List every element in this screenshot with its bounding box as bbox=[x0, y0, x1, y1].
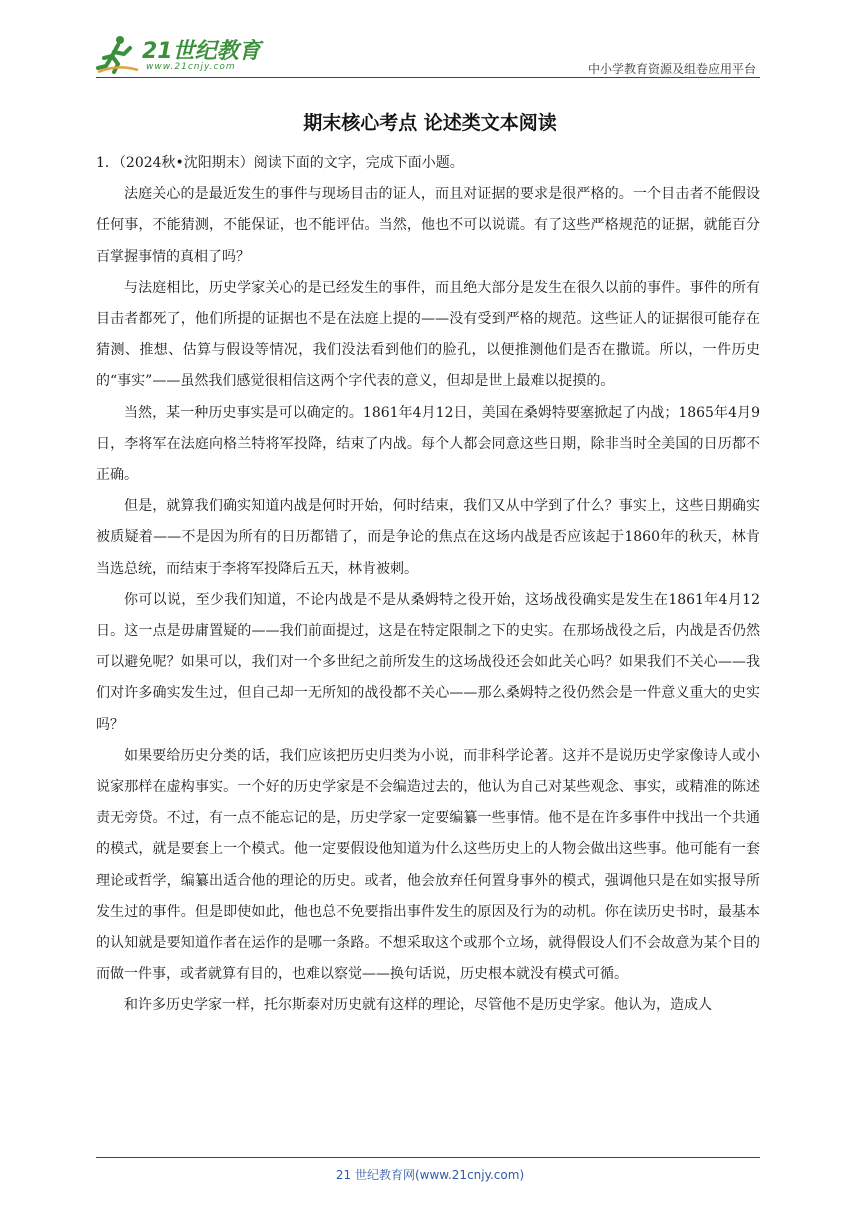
paragraph: 法庭关心的是最近发生的事件与现场目击的证人，而且对证据的要求是很严格的。一个目击者不能假设任何事，不能猜测，不能保证，也不能评估。当然，他也不可以说谎。有了这些严格规范的证据，就能百分百掌握事情的真相了吗？ bbox=[96, 186, 760, 265]
page-header bbox=[96, 30, 760, 78]
logo bbox=[96, 30, 266, 78]
footer-divider bbox=[96, 1157, 760, 1158]
footer-link[interactable]: 21 世纪教育网(www.21cnjy.com) bbox=[335, 1168, 525, 1182]
question-text: （2024秋•沈阳期末）阅读下面的文字，完成下面小题。 bbox=[118, 155, 464, 171]
header-divider bbox=[96, 77, 760, 78]
paragraph: 和许多历史学家一样，托尔斯泰对历史就有这样的理论，尽管他不是历史学家。他认为，造成人 bbox=[124, 997, 712, 1014]
page-title: 期末核心考点 论述类文本阅读 bbox=[303, 112, 557, 134]
runner-logo-icon bbox=[96, 34, 140, 74]
paragraph: 但是，就算我们确实知道内战是何时开始，何时结束，我们又从中学到了什么？事实上，这些日期确实被质疑着——不是因为所有的日历都错了，而是争论的焦点在这场内战是否应该起于1860年的秋天，林肯当选总统，而结束于李将军投降后五天，林肯被刺。 bbox=[96, 498, 760, 577]
question-number: 1． bbox=[96, 155, 119, 171]
platform-name: 中小学教育资源及组卷应用平台 bbox=[587, 62, 756, 76]
question-intro bbox=[96, 148, 760, 179]
paragraph: 与法庭相比，历史学家关心的是已经发生的事件，而且绝大部分是发生在很久以前的事件。事件的所有目击者都死了，他们所提的证据也不是在法庭上提的——没有受到严格的规范。这些证人的证据很可能存在猜测、推想、估算与假设等情况，我们没法看到他们的脸孔，以便推测他们是否在撒谎。所以，一件历史的“事实”——虽然我们感觉很相信这两个字代表的意义，但却是世上最难以捉摸的。 bbox=[96, 279, 760, 390]
paragraph: 如果要给历史分类的话，我们应该把历史归类为小说，而非科学论著。这并不是说历史学家像诗人或小说家那样在虚构事实。一个好的历史学家是不会编造过去的，他认为自己对某些观念、事实，或精准的陈述责无旁贷。不过，有一点不能忘记的是，历史学家一定要编纂一些事情。他不是在许多事件中找出一个共通的模式，就是要套上一个模式。他一定要假设他知道为什么这些历史上的人物会做出这些事。他可能有一套理论或哲学，编纂出适合他的理论的历史。或者，他会放弃任何置身事外的模式，强调他只是在如实报导所发生过的事件。但是即使如此，他也总不免要指出事件发生的原因及行为的动机。你在读历史书时，最基本的认知就是要知道作者在运作的是哪一条路。不想采取这个或那个立场，就得假设人们不会故意为某个目的而做一件事，或者就算有目的，也难以察觉——换句话说，历史根本就没有模式可循。 bbox=[96, 747, 760, 983]
logo-url: www.21cnjy.com bbox=[146, 62, 236, 72]
paragraph: 当然，某一种历史事实是可以确定的。1861年4月12日，美国在桑姆特要塞掀起了内战；1865年4月9日，李将军在法庭向格兰特将军投降，结束了内战。每个人都会同意这些日期，除非当时全美国的日历都不正确。 bbox=[96, 404, 760, 484]
paragraph: 你可以说，至少我们知道，不论内战是不是从桑姆特之役开始，这场战役确实是发生在1861年4月12日。这一点是毋庸置疑的——我们前面提过，这是在特定限制之下的史实。在那场战役之后，内战是否仍然可以避免呢？如果可以，我们对一个多世纪之前所发生的这场战役还会如此关心吗？如果我们不关心——我们对许多确实发生过，但自己却一无所知的战役都不关心——那么桑姆特之役仍然会是一件意义重大的史实吗？ bbox=[96, 591, 760, 733]
logo-text: 21世纪教育 bbox=[142, 39, 261, 64]
document-body bbox=[96, 148, 760, 1022]
